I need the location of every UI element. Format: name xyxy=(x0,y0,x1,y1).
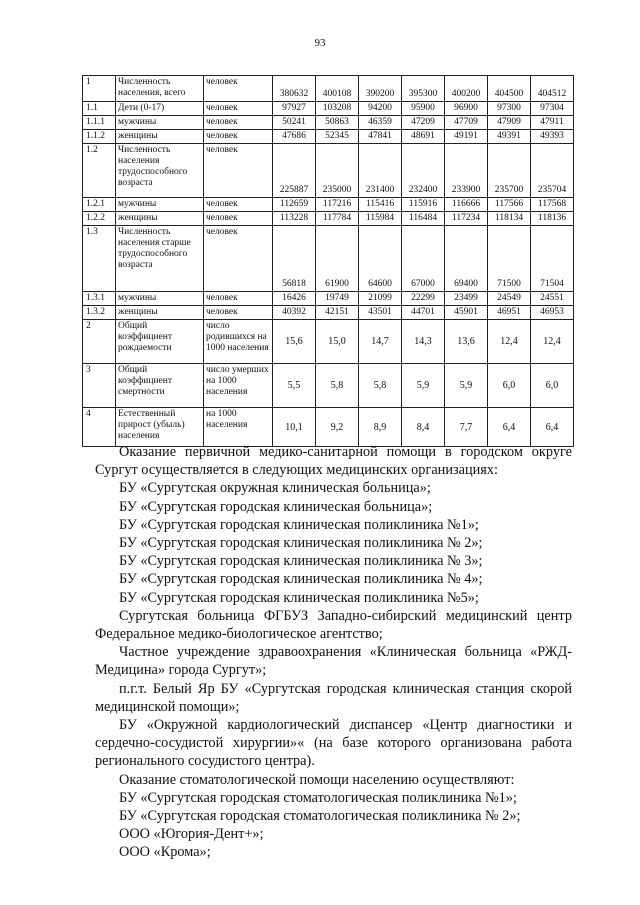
paragraph: Оказание первичной медико-санитарной помощи в городском округе Сургут осуществляется в следующих медицинских организациях: xyxy=(95,444,572,479)
value-cell: 94200 xyxy=(359,102,402,116)
value-cell: 47686 xyxy=(273,130,316,144)
row-code: 1.2.1 xyxy=(83,198,116,212)
value-cell: 45901 xyxy=(445,306,488,320)
paragraph: БУ «Сургутская городская клиническая больница»; xyxy=(119,498,433,515)
paragraph: ООО «Югория-Дент+»; xyxy=(119,826,264,843)
row-name: Общий коэффициент рождаемости xyxy=(116,320,204,364)
row-name: Численность населения старше трудоспособного возраста xyxy=(116,226,204,292)
page-number: 93 xyxy=(314,37,326,49)
row-code: 1.1.1 xyxy=(83,116,116,130)
value-cell: 232400 xyxy=(402,144,445,198)
row-name: мужчины xyxy=(116,198,204,212)
value-cell: 46359 xyxy=(359,116,402,130)
value-cell: 14,3 xyxy=(402,320,445,364)
value-cell: 52345 xyxy=(316,130,359,144)
value-cell: 64600 xyxy=(359,226,402,292)
value-cell: 97300 xyxy=(488,102,531,116)
value-cell: 47909 xyxy=(488,116,531,130)
value-cell: 24549 xyxy=(488,292,531,306)
value-cell: 69400 xyxy=(445,226,488,292)
row-code: 1.3.1 xyxy=(83,292,116,306)
value-cell: 112659 xyxy=(273,198,316,212)
value-cell: 97927 xyxy=(273,102,316,116)
table-row xyxy=(83,116,574,130)
table-row xyxy=(83,102,574,116)
value-cell: 5,9 xyxy=(402,364,445,408)
value-cell: 14,7 xyxy=(359,320,402,364)
row-code: 1.3 xyxy=(83,226,116,292)
value-cell: 404512 xyxy=(531,76,574,102)
value-cell: 5,9 xyxy=(445,364,488,408)
value-cell: 44701 xyxy=(402,306,445,320)
value-cell: 56818 xyxy=(273,226,316,292)
value-cell: 22299 xyxy=(402,292,445,306)
value-cell: 5,8 xyxy=(316,364,359,408)
row-code: 2 xyxy=(83,320,116,364)
paragraph: п.г.т. Белый Яр БУ «Сургутская городская клиническая станция скорой медицинской помощи»; xyxy=(95,680,572,715)
table-row xyxy=(83,292,574,306)
table-row xyxy=(83,144,574,198)
value-cell: 115416 xyxy=(359,198,402,212)
row-unit: число родившихся на 1000 населения xyxy=(204,320,273,364)
value-cell: 47709 xyxy=(445,116,488,130)
paragraph: БУ «Сургутская городская клиническая поликлиника № 4»; xyxy=(119,571,483,588)
table-row xyxy=(83,212,574,226)
value-cell: 117216 xyxy=(316,198,359,212)
body-text xyxy=(95,443,572,862)
value-cell: 117568 xyxy=(531,198,574,212)
value-cell: 103208 xyxy=(316,102,359,116)
value-cell: 118134 xyxy=(488,212,531,226)
row-unit: на 1000 населения xyxy=(204,408,273,447)
value-cell: 6,4 xyxy=(531,408,574,447)
value-cell: 15,0 xyxy=(316,320,359,364)
row-unit: человек xyxy=(204,212,273,226)
value-cell: 49393 xyxy=(531,130,574,144)
row-code: 3 xyxy=(83,364,116,408)
paragraph: БУ «Сургутская городская стоматологическая поликлиника № 2»; xyxy=(119,808,521,825)
value-cell: 117234 xyxy=(445,212,488,226)
value-cell: 113228 xyxy=(273,212,316,226)
value-cell: 48691 xyxy=(402,130,445,144)
value-cell: 235000 xyxy=(316,144,359,198)
value-cell: 43501 xyxy=(359,306,402,320)
row-code: 1.1.2 xyxy=(83,130,116,144)
population-table xyxy=(82,75,574,447)
value-cell: 233900 xyxy=(445,144,488,198)
paragraph: БУ «Сургутская городская стоматологическая поликлиника №1»; xyxy=(119,789,517,806)
value-cell: 71504 xyxy=(531,226,574,292)
value-cell: 9,2 xyxy=(316,408,359,447)
row-unit: человек xyxy=(204,292,273,306)
value-cell: 117566 xyxy=(488,198,531,212)
value-cell: 16426 xyxy=(273,292,316,306)
value-cell: 380632 xyxy=(273,76,316,102)
value-cell: 7,7 xyxy=(445,408,488,447)
row-unit: человек xyxy=(204,102,273,116)
value-cell: 96900 xyxy=(445,102,488,116)
value-cell: 13,6 xyxy=(445,320,488,364)
value-cell: 116484 xyxy=(402,212,445,226)
row-name: мужчины xyxy=(116,292,204,306)
value-cell: 50241 xyxy=(273,116,316,130)
value-cell: 115916 xyxy=(402,198,445,212)
row-code: 1 xyxy=(83,76,116,102)
value-cell: 8,9 xyxy=(359,408,402,447)
value-cell: 390200 xyxy=(359,76,402,102)
value-cell: 47841 xyxy=(359,130,402,144)
value-cell: 49391 xyxy=(488,130,531,144)
row-unit: человек xyxy=(204,130,273,144)
paragraph: БУ «Окружной кардиологический диспансер «Центр диагностики и сердечно-сосудистой хирургии»« (на базе которого организована работа регионального сосудистого центра). xyxy=(95,717,572,770)
value-cell: 225887 xyxy=(273,144,316,198)
value-cell: 67000 xyxy=(402,226,445,292)
value-cell: 19749 xyxy=(316,292,359,306)
value-cell: 97304 xyxy=(531,102,574,116)
table-row xyxy=(83,306,574,320)
row-code: 4 xyxy=(83,408,116,447)
row-unit: человек xyxy=(204,76,273,102)
table-row xyxy=(83,198,574,212)
row-code: 1.1 xyxy=(83,102,116,116)
value-cell: 47209 xyxy=(402,116,445,130)
value-cell: 400200 xyxy=(445,76,488,102)
paragraph: ООО «Крома»; xyxy=(119,844,211,861)
value-cell: 6,4 xyxy=(488,408,531,447)
paragraph: Частное учреждение здравоохранения «Клиническая больница «РЖД-Медицина» города Сургут»; xyxy=(95,644,572,679)
value-cell: 61900 xyxy=(316,226,359,292)
value-cell: 115984 xyxy=(359,212,402,226)
value-cell: 6,0 xyxy=(531,364,574,408)
paragraph: БУ «Сургутская окружная клиническая больница»; xyxy=(119,480,431,497)
value-cell: 117784 xyxy=(316,212,359,226)
value-cell: 235700 xyxy=(488,144,531,198)
value-cell: 5,8 xyxy=(359,364,402,408)
row-code: 1.2 xyxy=(83,144,116,198)
value-cell: 50863 xyxy=(316,116,359,130)
value-cell: 46953 xyxy=(531,306,574,320)
value-cell: 40392 xyxy=(273,306,316,320)
row-name: Численность населения, всего xyxy=(116,76,204,102)
table-row xyxy=(83,408,574,447)
row-code: 1.3.2 xyxy=(83,306,116,320)
row-code: 1.2.2 xyxy=(83,212,116,226)
row-unit: человек xyxy=(204,144,273,198)
row-name: женщины xyxy=(116,306,204,320)
paragraph: Сургутская больница ФГБУЗ Западно-сибирский медицинский центр Федеральное медико-биологическое агентство; xyxy=(95,607,572,643)
paragraph: Оказание стоматологической помощи населению осуществляют: xyxy=(119,771,515,788)
row-name: Численность населения трудоспособного возраста xyxy=(116,144,204,198)
paragraph: БУ «Сургутская городская клиническая поликлиника №1»; xyxy=(119,516,479,533)
row-unit: число умерших на 1000 населения xyxy=(204,364,273,408)
row-name: женщины xyxy=(116,130,204,144)
row-unit: человек xyxy=(204,116,273,130)
value-cell: 400108 xyxy=(316,76,359,102)
paragraph: БУ «Сургутская городская клиническая поликлиника №5»; xyxy=(119,589,479,606)
value-cell: 10,1 xyxy=(273,408,316,447)
row-name: Дети (0-17) xyxy=(116,102,204,116)
value-cell: 71500 xyxy=(488,226,531,292)
value-cell: 47911 xyxy=(531,116,574,130)
value-cell: 5,5 xyxy=(273,364,316,408)
row-name: мужчины xyxy=(116,116,204,130)
value-cell: 24551 xyxy=(531,292,574,306)
row-unit: человек xyxy=(204,198,273,212)
value-cell: 6,0 xyxy=(488,364,531,408)
value-cell: 49191 xyxy=(445,130,488,144)
value-cell: 12,4 xyxy=(488,320,531,364)
table-row xyxy=(83,320,574,364)
paragraph: БУ «Сургутская городская клиническая поликлиника № 3»; xyxy=(119,553,483,570)
table-row xyxy=(83,364,574,408)
row-unit: человек xyxy=(204,306,273,320)
table-row xyxy=(83,76,574,102)
value-cell: 15,6 xyxy=(273,320,316,364)
value-cell: 21099 xyxy=(359,292,402,306)
value-cell: 404500 xyxy=(488,76,531,102)
value-cell: 46951 xyxy=(488,306,531,320)
value-cell: 95900 xyxy=(402,102,445,116)
value-cell: 235704 xyxy=(531,144,574,198)
table-row xyxy=(83,130,574,144)
value-cell: 395300 xyxy=(402,76,445,102)
row-name: Общий коэффициент смертности xyxy=(116,364,204,408)
paragraph: БУ «Сургутская городская клиническая поликлиника № 2»; xyxy=(119,535,483,552)
row-name: женщины xyxy=(116,212,204,226)
value-cell: 23499 xyxy=(445,292,488,306)
value-cell: 12,4 xyxy=(531,320,574,364)
value-cell: 8,4 xyxy=(402,408,445,447)
table-row xyxy=(83,226,574,292)
row-unit: человек xyxy=(204,226,273,292)
row-name: Естественный прирост (убыль) населения xyxy=(116,408,204,447)
value-cell: 116666 xyxy=(445,198,488,212)
value-cell: 42151 xyxy=(316,306,359,320)
value-cell: 231400 xyxy=(359,144,402,198)
value-cell: 118136 xyxy=(531,212,574,226)
